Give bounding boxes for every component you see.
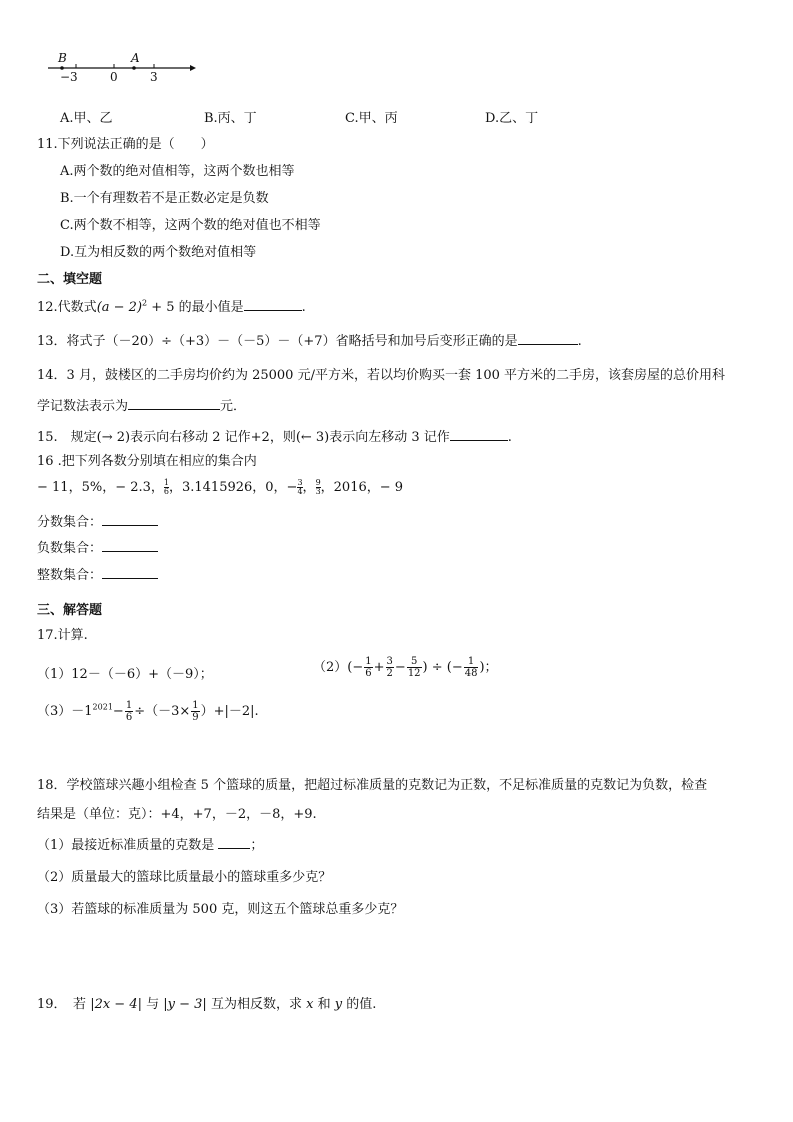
q17-p2-div: ) ÷ (−: [422, 660, 463, 675]
tick-0-label: 0: [110, 70, 118, 84]
q19-and: 和: [317, 997, 331, 1012]
q13-end: .: [577, 334, 582, 349]
q17-p2-frac-1-6: $\frac{1}{6}$: [365, 656, 372, 679]
q13-answer-blank[interactable]: [518, 332, 578, 345]
q16-nums-b: ，3.1415926，0，−: [168, 480, 298, 495]
q11-option-b: B.一个有理数若不是正数必定是负数: [60, 191, 269, 206]
section-answer-heading: 三、解答题: [37, 603, 103, 618]
point-a-label: A: [131, 51, 140, 65]
q10-option-b: B.丙、丁: [204, 111, 257, 126]
q18-part3: （3）若篮球的标准质量为 500 克，则这五个篮球总重多少克？: [37, 902, 404, 917]
q16-fraction-set-label: 分数集合：: [37, 515, 103, 530]
q16-nums-a: − 11，5%，− 2.3，: [37, 480, 164, 495]
q15-answer-blank[interactable]: [450, 428, 508, 441]
q17-p2-pre: （2）(−: [313, 660, 364, 675]
q16-integer-set-blank[interactable]: [102, 566, 158, 579]
q13-text: 13．将式子（－20）÷（+3）－（－5）－（+7）省略括号和加号后变形正确的是: [37, 334, 518, 349]
q17-p3-exponent: 2021: [92, 702, 113, 712]
q12-exponent: 2: [142, 298, 148, 308]
q17-part2: [313, 656, 498, 679]
q16-integer-set: [37, 564, 158, 583]
q13: [37, 330, 582, 349]
q17-stem: 17.计算.: [37, 628, 88, 643]
q12-answer-blank[interactable]: [244, 298, 302, 311]
q15-end: .: [507, 430, 512, 445]
q17-p3-frac-1-9: $\frac{1}{9}$: [192, 700, 199, 723]
q16-fraction-1-6: $\frac{1}{6}$: [163, 478, 169, 496]
q17-p2-plus: +: [373, 660, 385, 675]
q17-p2-frac-3-2: $\frac{3}{2}$: [386, 656, 393, 679]
q19-pre: 19． 若: [37, 997, 87, 1012]
q16-fraction-set-blank[interactable]: [102, 513, 158, 526]
q16-nums-c: ，2016，− 9: [320, 480, 404, 495]
q16-sep: ，: [302, 480, 316, 495]
tick-neg3-label: −3: [60, 70, 78, 84]
q14-line2: [37, 395, 246, 414]
q18-p1-end: ；: [250, 838, 264, 853]
q16-negative-set-blank[interactable]: [102, 539, 158, 552]
q10-option-a: A.甲、乙: [60, 111, 113, 126]
q14-line1: 14．3 月，鼓楼区的二手房均价约为 25000 元/平方米，若以均价购买一套 100 平方米的二手房，该套房屋的总价用科: [37, 368, 726, 383]
q10-option-d: D.乙、丁: [485, 111, 539, 126]
tick-3-label: 3: [150, 70, 158, 84]
q18-p1-text: （1）最接近标准质量的克数是: [37, 838, 215, 853]
q17-p2-frac-1-48: $\frac{1}{48}$: [464, 656, 478, 679]
q11-option-d: D.互为相反数的两个数绝对值相等: [60, 245, 257, 260]
q18-line2: 结果是（单位：克）：+4，+7，－2，－8，+9.: [37, 807, 317, 822]
q17-part1: （1）12－（－6）+（－9）；: [37, 667, 213, 682]
q16-fraction-3-4: $\frac{3}{4}$: [297, 478, 303, 496]
q19-end: 的值.: [346, 997, 377, 1012]
q17-p3-end: ）+|－2|.: [200, 704, 259, 719]
q16-integer-set-label: 整数集合：: [37, 568, 103, 583]
q15-text: 15. 规定(→ 2)表示向右移动 2 记作+2，则(← 3)表示向左移动 3 记作: [37, 430, 450, 445]
q18-part1: [37, 834, 263, 853]
point-b-label: B: [58, 51, 67, 65]
q12: [37, 296, 306, 315]
q16-fraction-set: [37, 511, 158, 530]
q16-number-list: [37, 476, 403, 496]
q19-abs-expr-1: |2x − 4|: [90, 997, 142, 1012]
q15: [37, 426, 512, 445]
section-fill-in-heading: 二、填空题: [37, 272, 103, 287]
q18-p1-answer-blank[interactable]: [218, 836, 250, 849]
q19-post: 互为相反数，求: [210, 997, 302, 1012]
q14-line2-post: 元．: [220, 399, 247, 414]
q12-expr: (a − 2): [96, 300, 143, 315]
q10-option-c: C.甲、丙: [345, 111, 398, 126]
q14-line2-pre: 学记数法表示为: [37, 399, 129, 414]
q17-part3: [37, 700, 259, 723]
q16-negative-set: [37, 537, 158, 556]
q11-option-a: A.两个数的绝对值相等，这两个数也相等: [60, 164, 295, 179]
q19: [37, 993, 376, 1012]
q11-option-c: C.两个数不相等，这两个数的绝对值也不相等: [60, 218, 321, 233]
q16-fraction-9-3: $\frac{9}{3}$: [315, 478, 321, 496]
q14-answer-blank[interactable]: [128, 397, 220, 410]
q18-part2: （2）质量最大的篮球比质量最小的篮球重多少克？: [37, 870, 332, 885]
q17-p2-end: )；: [479, 660, 498, 675]
q17-p3-pre: （3）－1: [37, 704, 93, 719]
q11-stem: 11.下列说法正确的是（ ）: [37, 137, 214, 152]
q12-end: .: [301, 300, 306, 315]
q19-var-y: y: [334, 997, 343, 1012]
q17-p3-mid: ÷（－3×: [134, 704, 191, 719]
q17-p2-minus: −: [394, 660, 406, 675]
q12-tail: + 5 的最小值是: [147, 300, 244, 315]
q17-p2-frac-5-12: $\frac{5}{12}$: [407, 656, 421, 679]
q17-p3-minus: −: [112, 704, 124, 719]
q19-mid: 与: [146, 997, 160, 1012]
q19-abs-expr-2: |y − 3|: [163, 997, 207, 1012]
q16-stem: 16 .把下列各数分别填在相应的集合内: [37, 454, 257, 469]
q16-negative-set-label: 负数集合：: [37, 541, 103, 556]
q17-p3-frac-1-6: $\frac{1}{6}$: [125, 700, 133, 723]
q12-prefix: 12.代数式: [37, 300, 97, 315]
q18-line1: 18．学校篮球兴趣小组检查 5 个篮球的质量，把超过标准质量的克数记为正数，不足标准质量的克数记为负数，检查: [37, 778, 708, 793]
q19-var-x: x: [306, 997, 314, 1012]
